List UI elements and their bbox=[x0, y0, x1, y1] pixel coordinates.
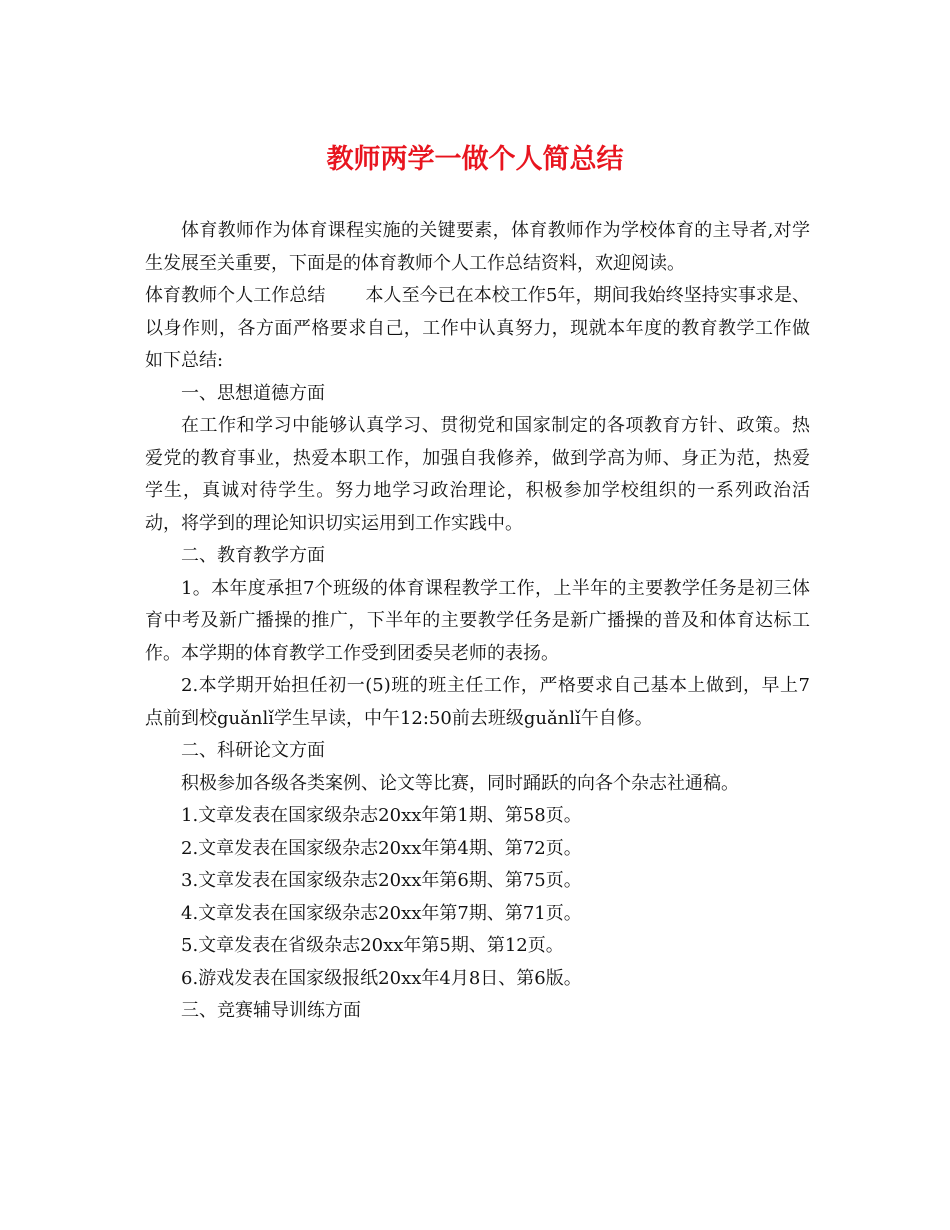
summary-paragraph bbox=[145, 280, 810, 378]
research-item: 5.文章发表在省级杂志20xx年第5期、第12页。 bbox=[181, 935, 564, 956]
research-item: 4.文章发表在国家级杂志20xx年第7期、第71页。 bbox=[181, 902, 582, 924]
intro-paragraph: 体育教师作为体育课程实施的关键要素，体育教师作为学校体育的主导者,对学生发展至关重要，下面是的体育教师个人工作总结资料，欢迎阅读。 bbox=[145, 220, 810, 274]
section-text-ethics: 在工作和学习中能够认真学习、贯彻党和国家制定的各项教育方针、政策。热爱党的教育事业，热爱本职工作，加强自我修养，做到学高为师、身正为范，热爱学生，真诚对待学生。努力地学习政治理论，积极参加学校组织的一系列政治活动，将学到的理论知识切实运用到工作实践中。 bbox=[145, 415, 810, 534]
document-body bbox=[145, 215, 810, 1028]
section-heading-teaching: 二、教育教学方面 bbox=[181, 545, 325, 566]
section-heading-research: 二、科研论文方面 bbox=[181, 740, 325, 761]
summary-heading: 体育教师个人工作总结 bbox=[145, 285, 326, 306]
research-item: 3.文章发表在国家级杂志20xx年第6期、第75页。 bbox=[181, 870, 582, 891]
section-text-research: 积极参加各级各类案例、论文等比赛，同时踊跃的向各个杂志社通稿。 bbox=[181, 772, 739, 794]
research-item: 2.文章发表在国家级杂志20xx年第4期、第72页。 bbox=[181, 837, 582, 859]
section-heading-competition: 三、竞赛辅导训练方面 bbox=[181, 1000, 361, 1021]
teaching-item-1: 1。本年度承担7个班级的体育课程教学工作，上半年的主要教学任务是初三体育中考及新广播操的推广，下半年的主要教学任务是新广播操的普及和体育达标工作。本学期的体育教学工作受到团委吴老师的表扬。 bbox=[145, 577, 810, 664]
teaching-item-2: 2.本学期开始担任初一(5)班的班主任工作，严格要求自己基本上做到，早上7点前到校guǎnlǐ学生早读，中午12:50前去班级guǎnlǐ午自修。 bbox=[145, 675, 810, 729]
research-item: 1.文章发表在国家级杂志20xx年第1期、第58页。 bbox=[181, 805, 582, 826]
document-title: 教师两学一做个人简总结 bbox=[326, 144, 624, 175]
summary-text: 本人至今已在本校工作5年，期间我始终坚持实事求是、以身作则，各方面严格要求自己，工作中认真努力，现就本年度的教育教学工作做如下总结: bbox=[145, 285, 811, 371]
section-heading-ethics: 一、思想道德方面 bbox=[181, 382, 325, 404]
research-item: 6.游戏发表在国家级报纸20xx年4月8日、第6版。 bbox=[181, 967, 582, 989]
